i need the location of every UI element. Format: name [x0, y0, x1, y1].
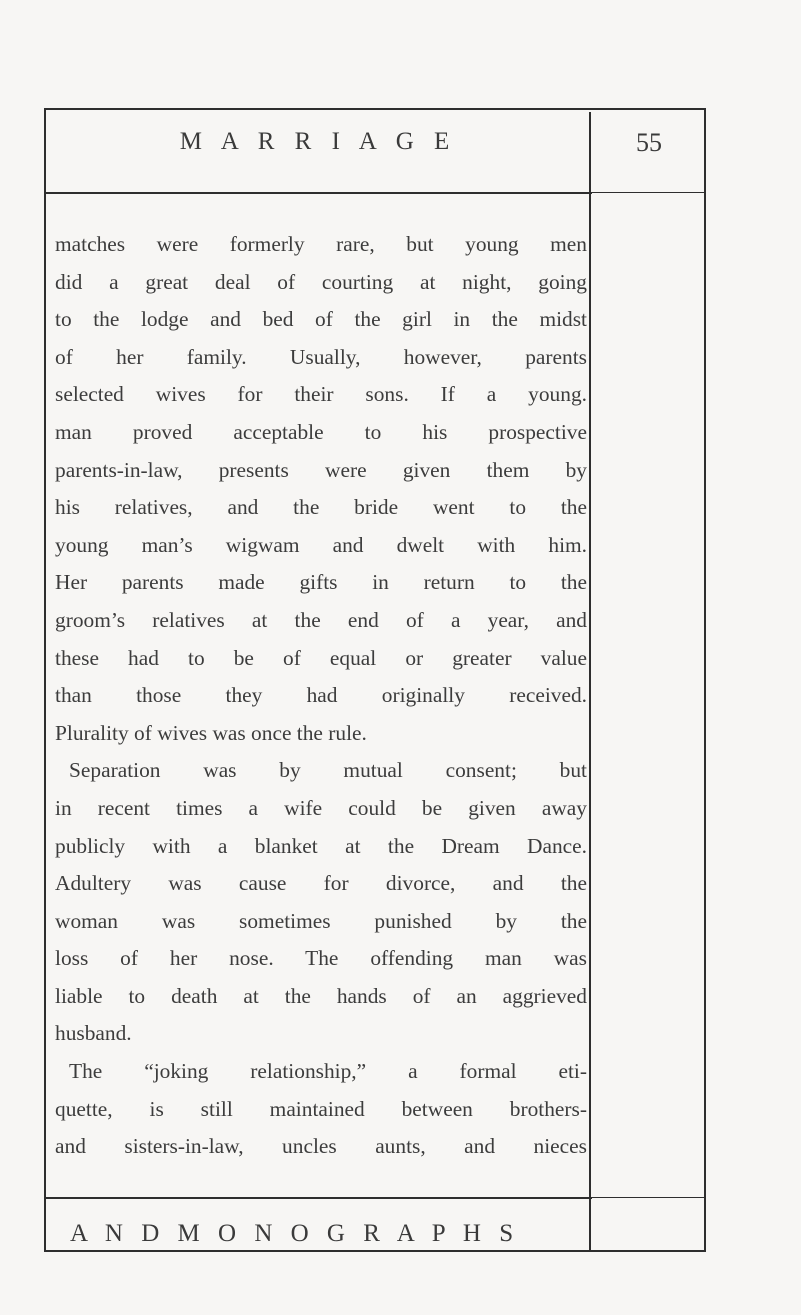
- text-line: did a great deal of courting at night, going: [55, 269, 587, 294]
- text-line: than those they had originally received.: [55, 683, 587, 708]
- text-line: groom’s relatives at the end of a year, and: [55, 607, 587, 632]
- text-line: in recent times a wife could be given away: [55, 795, 587, 820]
- top-border: [44, 108, 706, 110]
- text-line: Adultery was cause for divorce, and the: [55, 871, 587, 896]
- text-line: man proved acceptable to his prospective: [55, 419, 587, 444]
- center-divider: [589, 112, 591, 1252]
- footer-title: A N D M O N O G R A P H S: [70, 1220, 520, 1247]
- text-line: parents-in-law, presents were given them by: [55, 457, 587, 482]
- text-line: his relatives, and the bride went to the: [55, 495, 587, 520]
- text-line: publicly with a blanket at the Dream Dance.: [55, 833, 587, 858]
- text-line: husband.: [55, 1021, 132, 1046]
- text-line: liable to death at the hands of an aggrieved: [55, 983, 587, 1008]
- text-line: Separation was by mutual consent; but: [69, 758, 587, 783]
- header-underline: [44, 192, 592, 194]
- text-line: and sisters-in-law, uncles aunts, and nieces: [55, 1134, 587, 1159]
- text-line: woman was sometimes punished by the: [55, 908, 587, 933]
- text-line: young man’s wigwam and dwelt with him.: [55, 532, 587, 557]
- text-line: of her family. Usually, however, parents: [55, 344, 587, 369]
- text-line: to the lodge and bed of the girl in the midst: [55, 307, 587, 332]
- body-text: [55, 226, 587, 1166]
- text-line: these had to be of equal or greater value: [55, 645, 587, 670]
- text-line: matches were formerly rare, but young men: [55, 232, 587, 256]
- page-number: 55: [636, 128, 662, 157]
- running-head-title: M A R R I A G E: [179, 128, 457, 155]
- text-line: The “joking relationship,” a formal eti-: [69, 1059, 587, 1084]
- left-border: [44, 108, 46, 1252]
- footer-overline: [44, 1197, 592, 1199]
- text-line: Plurality of wives was once the rule.: [55, 720, 367, 745]
- text-line: quette, is still maintained between brothers-: [55, 1096, 587, 1121]
- page-number-underline: [591, 192, 706, 193]
- bottom-border: [44, 1250, 706, 1252]
- text-line: loss of her nose. The offending man was: [55, 946, 587, 971]
- text-line: selected wives for their sons. If a young.: [55, 382, 587, 407]
- right-border: [704, 108, 706, 1252]
- footer-overline-right: [591, 1197, 706, 1198]
- text-line: Her parents made gifts in return to the: [55, 570, 587, 595]
